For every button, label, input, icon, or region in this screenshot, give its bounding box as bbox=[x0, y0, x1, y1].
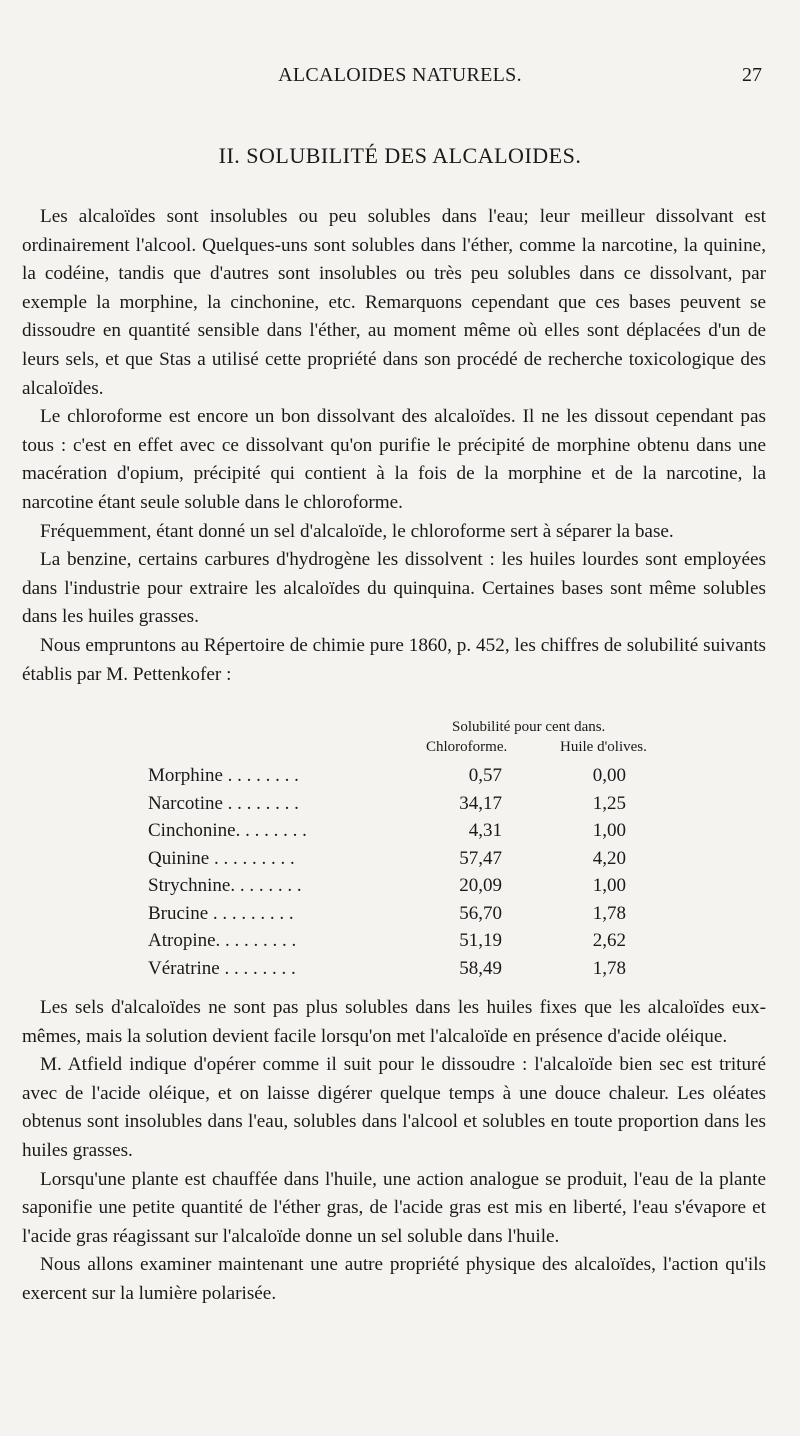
table-row bbox=[148, 927, 668, 955]
chloroforme-value: 0,57 bbox=[468, 765, 502, 786]
chloroforme-value: 56,70 bbox=[459, 902, 502, 924]
text-block-before-table bbox=[22, 203, 766, 689]
alkaloid-name: Narcotine . . . . . . . . bbox=[148, 792, 299, 814]
paragraph: Nous empruntons au Répertoire de chimie pure 1860, p. 452, les chiffres de solubilité suivants établis par M. Pettenkofer : bbox=[22, 634, 766, 685]
alkaloid-name: Quinine . . . . . . . . . bbox=[148, 847, 295, 869]
table-header-span: Solubilité pour cent dans. bbox=[452, 719, 606, 735]
huile-value: 1,78 bbox=[592, 957, 626, 979]
solubility-table bbox=[148, 718, 668, 982]
paragraph: Les alcaloïdes sont insolubles ou peu solubles dans l'eau; leur meilleur dissolvant est ordinairement l'alcool. Quelques-uns sont solubles dans l'éther, comme la narcotine, la quinine, la codéine, tandis que d'autres sont insolubles ou très peu solubles dans ce dissolvant, par exemple la morphine, la cinchonine, etc. Remarquons cependant que ces bases peuvent se dissoudre en quantité sensible dans l'éther, au moment même où elles sont déplacées d'un de leurs sels, et que Stas a utilisé cette propriété dans son procédé de recherche toxicologique des alcaloïdes. bbox=[22, 206, 766, 399]
alkaloid-name: Brucine . . . . . . . . . bbox=[148, 902, 294, 924]
table-row bbox=[148, 790, 668, 818]
table-row bbox=[148, 900, 668, 928]
column-header-huile: Huile d'olives. bbox=[560, 739, 647, 755]
huile-value: 1,00 bbox=[592, 875, 626, 896]
table-row bbox=[148, 955, 668, 983]
huile-value: 4,20 bbox=[592, 847, 626, 869]
alkaloid-name: Morphine . . . . . . . . bbox=[148, 765, 299, 786]
chloroforme-value: 58,49 bbox=[459, 957, 502, 979]
alkaloid-name: Vératrine . . . . . . . . bbox=[148, 957, 296, 979]
huile-value: 2,62 bbox=[592, 930, 626, 951]
paragraph: Les sels d'alcaloïdes ne sont pas plus solubles dans les huiles fixes que les alcaloïdes eux-mêmes, mais la solution devient facile lorsqu'on met l'alcaloïde en présence d'acide oléique. bbox=[22, 997, 766, 1047]
alkaloid-name: Atropine. . . . . . . . . bbox=[148, 930, 297, 951]
chloroforme-value: 57,47 bbox=[459, 847, 502, 869]
table-row bbox=[148, 845, 668, 873]
chloroforme-value: 51,19 bbox=[459, 930, 502, 951]
text-block-after-table bbox=[22, 994, 766, 1309]
chloroforme-value: 20,09 bbox=[459, 875, 502, 896]
paragraph: Le chloroforme est encore un bon dissolvant des alcaloïdes. Il ne les dissout cependant pas tous : c'est en effet avec ce dissolvant qu'on purifie le précipité de morphine obtenu dans une macération d'opium, précipité qui contient à la fois de la morphine et de la narcotine, la narcotine étant seule soluble dans le chloroforme. bbox=[22, 406, 766, 513]
alkaloid-name: Cinchonine. . . . . . . . bbox=[148, 820, 307, 841]
huile-value: 1,25 bbox=[592, 792, 626, 814]
paragraph: M. Atfield indique d'opérer comme il suit pour le dissoudre : l'alcaloïde bien sec est trituré avec de l'acide oléique, et on laisse digérer quelque temps à une douce chaleur. Les oléates obtenus sont insolubles dans l'eau, solubles dans l'alcool et solubles en toute proportion dans les huiles grasses. bbox=[22, 1054, 766, 1161]
table-header bbox=[148, 718, 668, 762]
page-header bbox=[0, 64, 800, 88]
chloroforme-value: 4,31 bbox=[468, 820, 502, 841]
paragraph: Fréquemment, étant donné un sel d'alcaloïde, le chloroforme sert à séparer la base. bbox=[40, 520, 674, 542]
paragraph: Lorsqu'une plante est chauffée dans l'huile, une action analogue se produit, l'eau de la plante saponifie une petite quantité de l'éther gras, de l'acide gras est mis en liberté, l'eau s'évapore et l'acide gras réagissant sur l'alcaloïde donne un sel soluble dans l'huile. bbox=[22, 1168, 766, 1247]
section-title: II. SOLUBILITÉ DES ALCALOIDES. bbox=[218, 143, 582, 168]
paragraph: La benzine, certains carbures d'hydrogène les dissolvent : les huiles lourdes sont employées dans l'industrie pour extraire les alcaloïdes du quinquina. Certaines bases sont même solubles dans les huiles grasses. bbox=[22, 549, 766, 628]
huile-value: 0,00 bbox=[592, 765, 626, 786]
page-number: 27 bbox=[742, 64, 762, 86]
table-row bbox=[148, 817, 668, 845]
column-header-chloroforme: Chloroforme. bbox=[426, 739, 508, 755]
chloroforme-value: 34,17 bbox=[459, 792, 502, 814]
table-row bbox=[148, 872, 668, 900]
paragraph: Nous allons examiner maintenant une autre propriété physique des alcaloïdes, l'action qu'ils exercent sur la lumière polarisée. bbox=[22, 1254, 766, 1304]
huile-value: 1,78 bbox=[592, 902, 626, 924]
running-head: ALCALOIDES NATURELS. bbox=[278, 64, 522, 86]
alkaloid-name: Strychnine. . . . . . . . bbox=[148, 875, 302, 896]
huile-value: 1,00 bbox=[592, 820, 626, 841]
table-row bbox=[148, 762, 668, 790]
